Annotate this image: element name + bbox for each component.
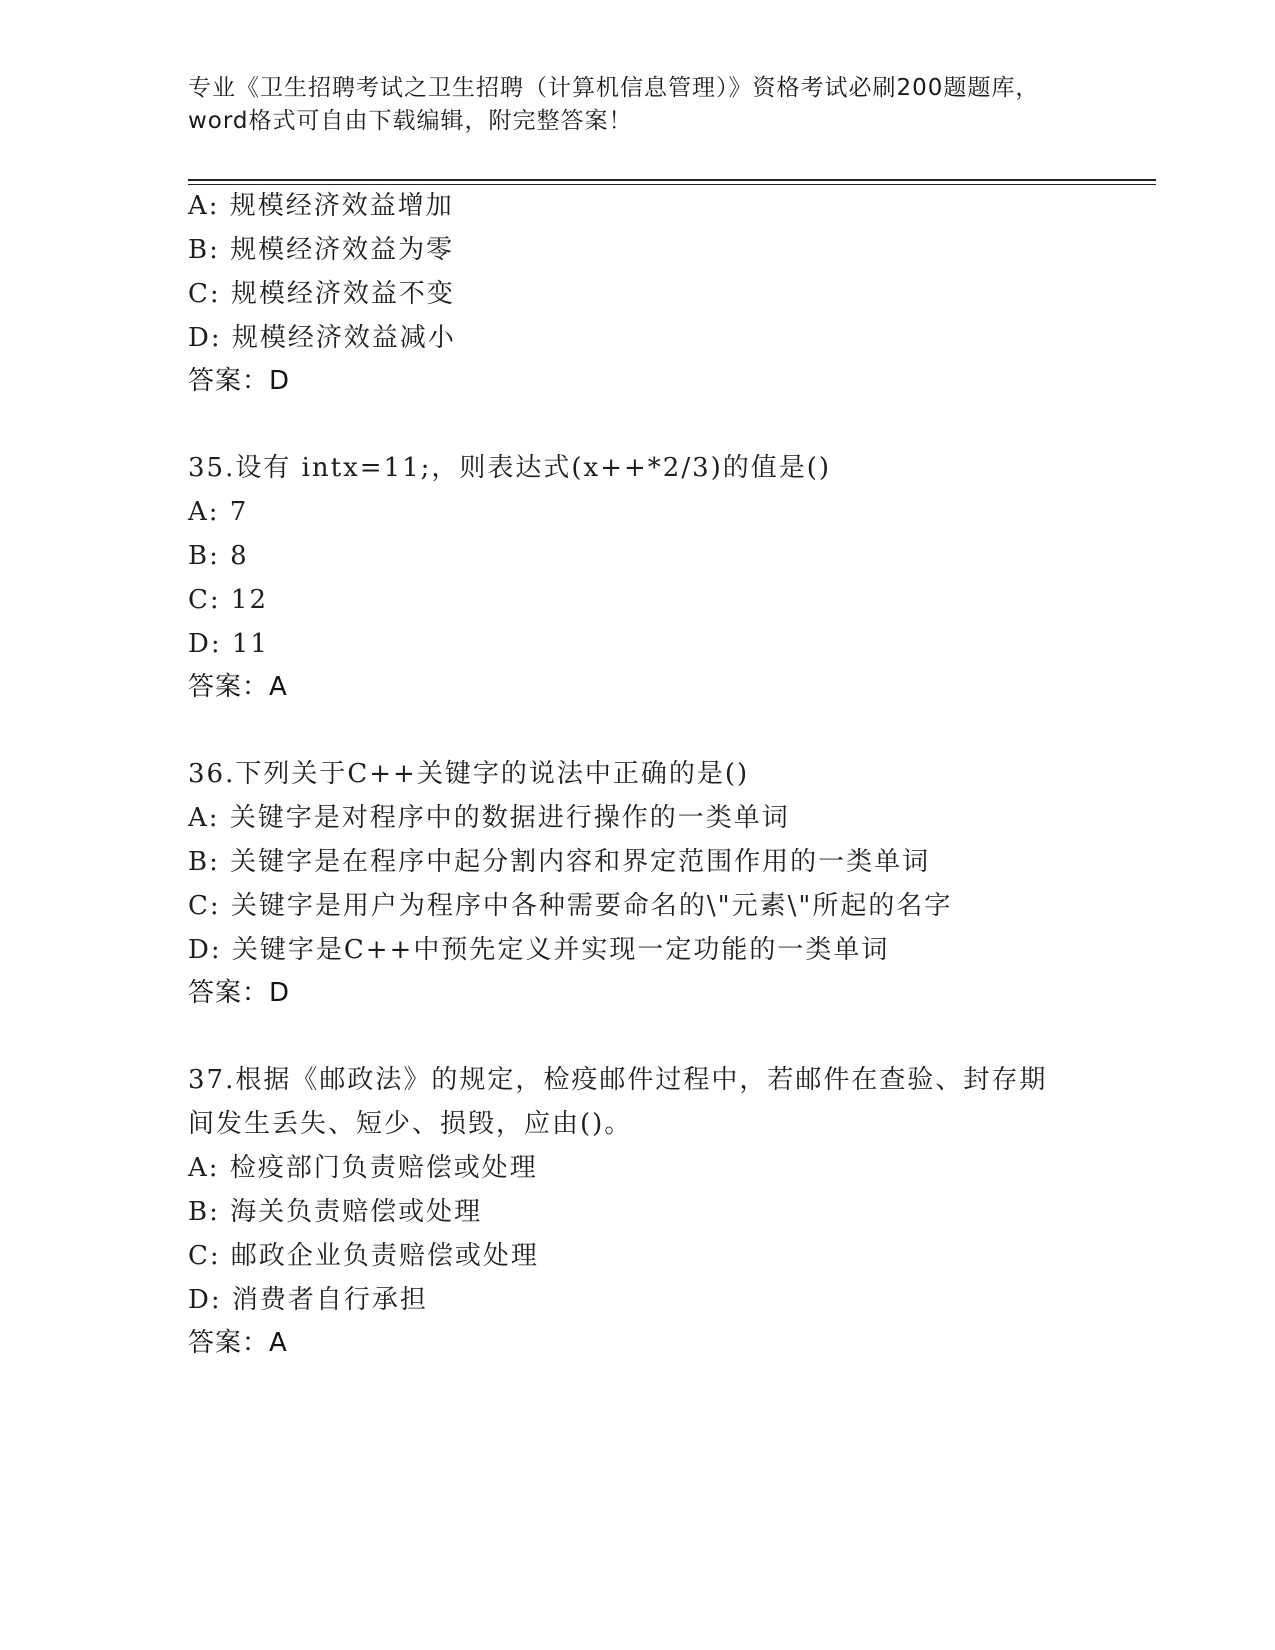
q35-option-c: C: 12 bbox=[188, 585, 269, 615]
q34-option-a: A: 规模经济效益增加 bbox=[188, 191, 454, 221]
q36-option-a: A: 关键字是对程序中的数据进行操作的一类单词 bbox=[188, 803, 790, 833]
q34-answer: 答案：D bbox=[188, 366, 291, 396]
q37-stem-line-1: 37.根据《邮政法》的规定，检疫邮件过程中，若邮件在查验、封存期 bbox=[188, 1065, 1048, 1095]
q34-option-d: D: 规模经济效益减小 bbox=[188, 323, 456, 353]
header-rule-thin bbox=[188, 184, 1156, 185]
q35-stem: 35.设有 intx=11;，则表达式(x++*2/3)的值是() bbox=[188, 453, 832, 483]
q36-option-d: D: 关键字是C++中预先定义并实现一定功能的一类单词 bbox=[188, 935, 890, 965]
q37-option-b: B: 海关负责赔偿或处理 bbox=[188, 1197, 483, 1227]
q35-option-a: A: 7 bbox=[188, 497, 249, 527]
q37-option-d: D: 消费者自行承担 bbox=[188, 1285, 428, 1315]
header-line-2: word格式可自由下载编辑，附完整答案！ bbox=[188, 108, 633, 134]
document-header bbox=[188, 72, 1088, 138]
q34-option-c: C: 规模经济效益不变 bbox=[188, 279, 455, 309]
q37-answer: 答案：A bbox=[188, 1328, 288, 1358]
q37-option-a: A: 检疫部门负责赔偿或处理 bbox=[188, 1153, 538, 1183]
q35-option-b: B: 8 bbox=[188, 541, 249, 571]
header-rule-thick bbox=[188, 179, 1156, 181]
q36-stem: 36.下列关于C++关键字的说法中正确的是() bbox=[188, 759, 750, 789]
q35-option-d: D: 11 bbox=[188, 629, 269, 659]
q36-answer: 答案：D bbox=[188, 978, 291, 1008]
q35-answer: 答案：A bbox=[188, 672, 288, 702]
q36-option-c: C: 关键字是用户为程序中各种需要命名的\"元素\"所起的名字 bbox=[188, 891, 953, 921]
q37-stem-line-2: 间发生丢失、短少、损毁，应由()。 bbox=[188, 1109, 633, 1139]
q34-option-b: B: 规模经济效益为零 bbox=[188, 235, 455, 265]
q37-option-c: C: 邮政企业负责赔偿或处理 bbox=[188, 1241, 539, 1271]
q36-option-b: B: 关键字是在程序中起分割内容和界定范围作用的一类单词 bbox=[188, 847, 931, 877]
header-line-1: 专业《卫生招聘考试之卫生招聘（计算机信息管理）》资格考试必刷200题题库， bbox=[188, 75, 1040, 101]
